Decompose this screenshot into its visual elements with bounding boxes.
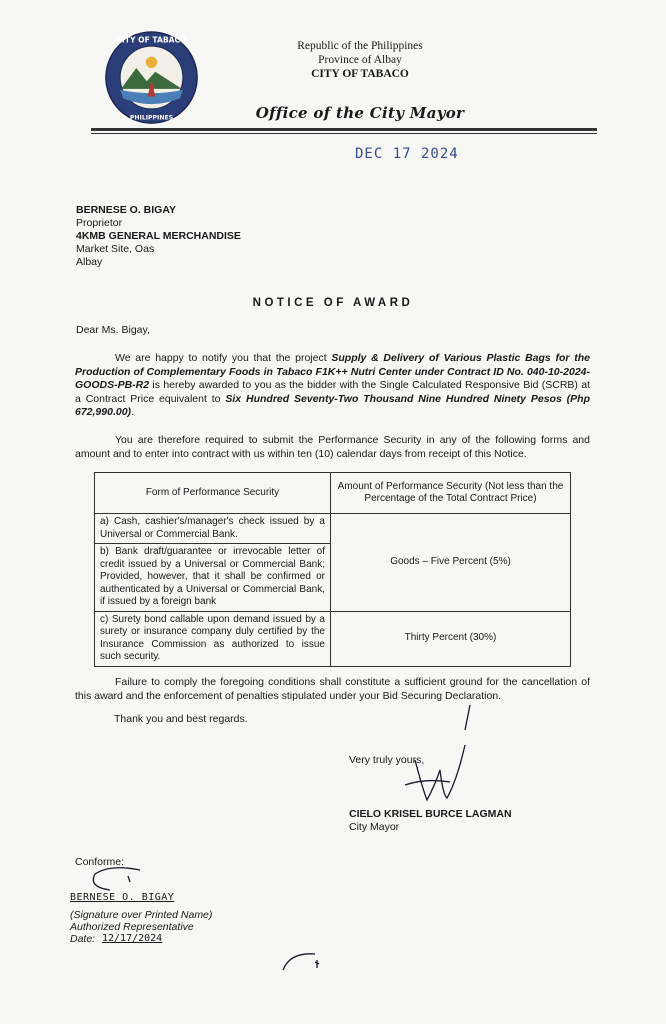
table-amount-surety: Thirty Percent (30%) <box>331 611 571 666</box>
svg-text:PHILIPPINES: PHILIPPINES <box>129 114 174 122</box>
para2-text: You are therefore required to submit the Performance Security in any of the following forms and amount and to enter into contract with us within ten (10) calendar days from receipt of this Notice. <box>75 434 590 460</box>
stray-handwritten-mark <box>275 948 345 983</box>
mayor-handwritten-signature <box>395 700 485 810</box>
authorized-representative: Authorized Representative <box>70 921 194 933</box>
contract-amount: Six Hundred Seventy-Two Thousand Nine Hundred Ninety Pesos (Php 672,990.00) <box>75 392 590 419</box>
conforme-label: Conforme: <box>75 856 125 868</box>
mayor-position: City Mayor <box>349 821 400 833</box>
award-paragraph <box>75 352 590 420</box>
recipient-company: 4KMB GENERAL MERCHANDISE <box>76 230 241 242</box>
date-label: Date: <box>70 933 96 945</box>
para1-intro: We are happy to notify you that the project <box>115 352 332 364</box>
date-stamp: DEC 17 2024 <box>355 146 459 162</box>
mayor-name: CIELO KRISEL BURCE LAGMAN <box>349 808 512 820</box>
recipient-address-2: Albay <box>76 256 103 268</box>
table-header-form: Form of Performance Security <box>95 473 331 514</box>
notice-title: NOTICE OF AWARD <box>252 297 414 309</box>
header-rule-thin <box>91 133 597 134</box>
para1-end: . <box>131 406 134 419</box>
closing-line: Thank you and best regards. <box>114 713 248 725</box>
table-row-cash: a) Cash, cashier's/manager's check issued by a Universal or Commercial Bank. <box>95 514 331 544</box>
very-truly-yours: Very truly yours, <box>349 754 425 766</box>
header-city: CITY OF TABACO <box>311 68 409 80</box>
para3-text: Failure to comply the foregoing conditions shall constitute a sufficient ground for the cancellation of this award and the enforcement of penalties stipulated under your Bid Securing Declaration. <box>75 676 590 702</box>
office-title: Office of the City Mayor <box>255 104 465 122</box>
handwritten-printed-name: BERNESE O. BIGAY <box>70 892 175 903</box>
handwritten-date: 12/17/2024 <box>102 933 163 944</box>
failure-paragraph <box>75 676 590 703</box>
recipient-address-1: Market Site, Oas <box>76 243 155 255</box>
performance-security-table <box>94 472 571 667</box>
header-republic: Republic of the Philippines <box>297 40 423 52</box>
table-row-bank-draft: b) Bank draft/guarantee or irrevocable letter of credit issued by a Universal or Commercial Bank; Provided, however, that it shall be confirmed or authenticated by a Universal or Commercial Bank, if issued by a foreign bank <box>95 544 331 612</box>
project-name: Supply & Delivery of Various Plastic Bags for the Production of Complementary Foods in Tabaco F1K++ Nutri Center under Contract ID No. 040-10-2024-GOODS-PB-R2 <box>75 352 590 392</box>
header-rule-thick <box>91 128 597 131</box>
recipient-position: Proprietor <box>76 217 123 229</box>
para1-middle: is hereby awarded to you as the bidder with the Single Calculated Responsive Bid (SCRB) at a Contract Price equivalent to <box>75 379 590 405</box>
recipient-name: BERNESE O. BIGAY <box>76 204 176 216</box>
svg-text:CITY OF TABACO: CITY OF TABACO <box>116 35 187 45</box>
salutation: Dear Ms. Bigay, <box>76 324 150 336</box>
table-header-amount: Amount of Performance Security (Not less than the Percentage of the Total Contract Price) <box>331 473 571 514</box>
signature-caption: (Signature over Printed Name) <box>70 909 213 921</box>
header-province: Province of Albay <box>318 54 402 66</box>
requirement-paragraph <box>75 434 590 461</box>
table-row-surety-bond: c) Surety bond callable upon demand issued by a surety or insurance company duly certified by the Insurance Commission as authorized to issue such security. <box>95 611 331 666</box>
table-amount-goods: Goods – Five Percent (5%) <box>331 514 571 612</box>
